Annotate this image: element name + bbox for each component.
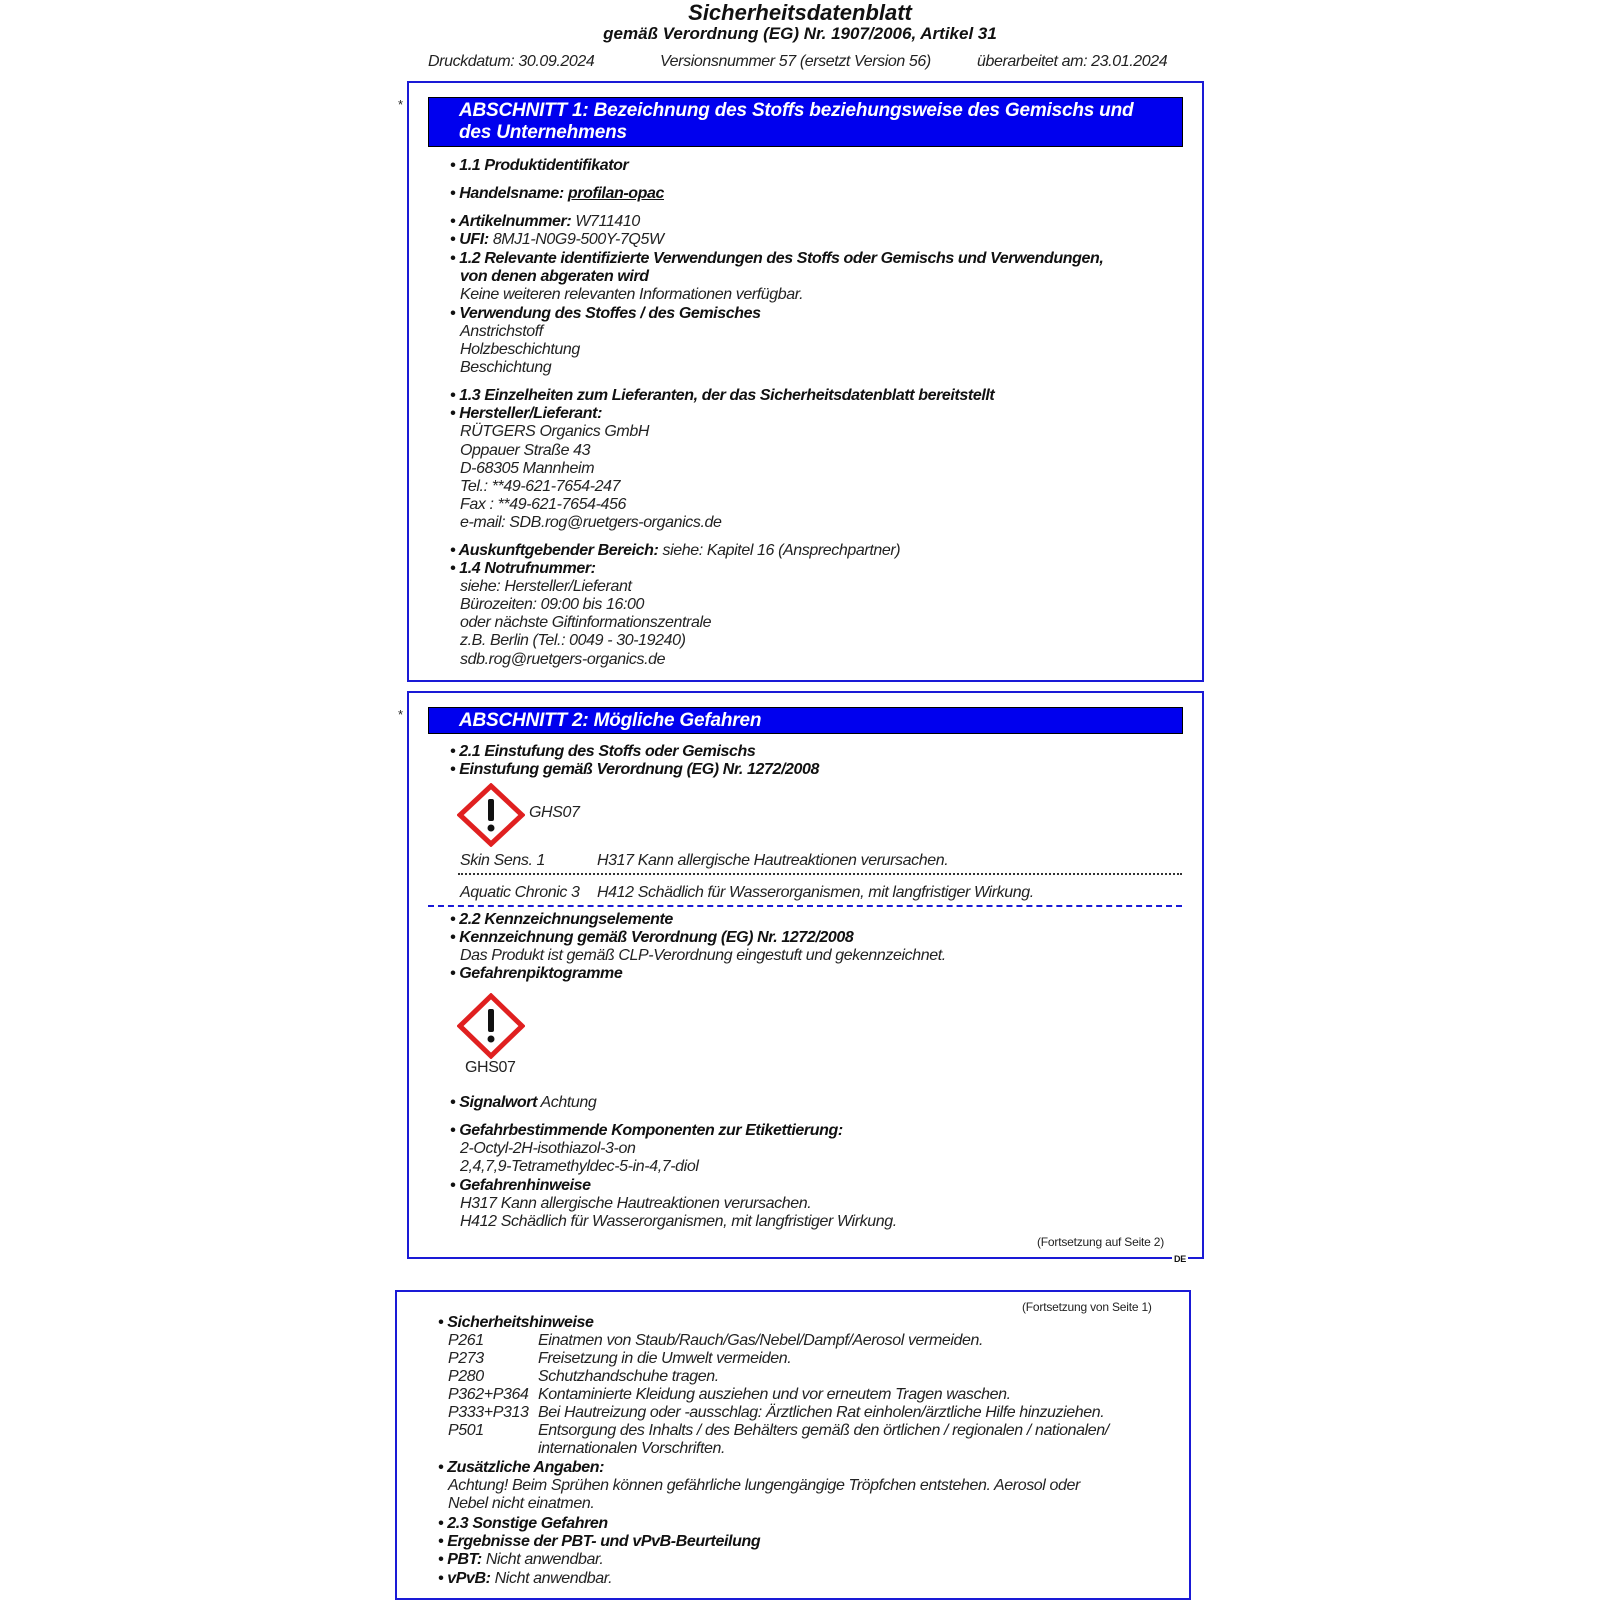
continued-from-note: (Fortsetzung von Seite 1)	[1022, 1300, 1152, 1314]
manufacturer-line: Oppauer Straße 43	[460, 442, 591, 459]
components-label: • Gefahrbestimmende Komponenten zur Etikettierung:	[450, 1122, 843, 1139]
document-subtitle: gemäß Verordnung (EG) Nr. 1907/2006, Artikel 31	[603, 24, 997, 43]
signal-word: • Signalwort Achtung	[450, 1094, 597, 1111]
precaution-code: P273	[448, 1350, 484, 1367]
info-dept: • Auskunftgebender Bereich: siehe: Kapitel 16 (Ansprechpartner)	[450, 542, 901, 559]
pictogram-code: GHS07	[529, 804, 580, 821]
vpvb: • vPvB: Nicht anwendbar.	[438, 1570, 613, 1587]
use-label: • Verwendung des Stoffes / des Gemisches	[450, 305, 761, 322]
precaution-text: Freisetzung in die Umwelt vermeiden.	[538, 1350, 792, 1367]
other-hazards: • 2.3 Sonstige Gefahren	[438, 1515, 608, 1532]
section-1-header	[428, 97, 1183, 147]
pbt: • PBT: Nicht anwendbar.	[438, 1551, 604, 1568]
uses-info: Keine weiteren relevanten Informationen verfügbar.	[460, 286, 804, 303]
ghs07-exclamation-icon	[457, 783, 525, 847]
hazard-statements-label: • Gefahrenhinweise	[450, 1177, 591, 1194]
precaution-code: P261	[448, 1332, 484, 1349]
manufacturer-email: e-mail: SDB.rog@ruetgers-organics.de	[460, 514, 722, 531]
ghs07-exclamation-icon	[457, 993, 525, 1059]
uses-heading-cont: von denen abgeraten wird	[460, 268, 649, 285]
version: Versionsnummer 57 (ersetzt Version 56)	[660, 53, 931, 70]
additional-info-cont: Nebel nicht einatmen.	[448, 1495, 595, 1512]
precaution-code: P501	[448, 1422, 484, 1439]
section-2-header	[428, 707, 1183, 734]
dashed-divider	[428, 905, 1182, 907]
section-1-title-cont: des Unternehmens	[459, 122, 627, 143]
pbt-results: • Ergebnisse der PBT- und vPvB-Beurteilung	[438, 1533, 761, 1550]
revised-date: überarbeitet am: 23.01.2024	[977, 53, 1168, 70]
precaution-text-cont: internationalen Vorschriften.	[538, 1440, 726, 1457]
classification-reg: • Einstufung gemäß Verordnung (EG) Nr. 1272/2008	[450, 761, 820, 778]
precaution-text: Einatmen von Staub/Rauch/Gas/Nebel/Dampf/Aerosol vermeiden.	[538, 1332, 984, 1349]
hazard-class: Skin Sens. 1	[460, 852, 546, 869]
manufacturer-line: D-68305 Mannheim	[460, 460, 595, 477]
manufacturer-label: • Hersteller/Lieferant:	[450, 405, 603, 422]
country-code: DE	[1172, 1250, 1188, 1268]
additional-info: Achtung! Beim Sprühen können gefährliche lungengängige Tröpfchen entstehen. Aerosol oder	[448, 1477, 1080, 1494]
emergency-line: Bürozeiten: 09:00 bis 16:00	[460, 596, 645, 613]
precaution-text: Entsorgung des Inhalts / des Behälters gemäß den örtlichen / regionalen / nationalen/	[538, 1422, 1109, 1439]
hazard-statement: H317 Kann allergische Hautreaktionen verursachen.	[597, 852, 949, 869]
emergency-label: • 1.4 Notrufnummer:	[450, 560, 596, 577]
print-date: Druckdatum: 30.09.2024	[428, 53, 595, 70]
hazard-statement: H412 Schädlich für Wasserorganismen, mit langfristiger Wirkung.	[597, 884, 1034, 901]
precautions-label: • Sicherheitshinweise	[438, 1314, 594, 1331]
precaution-text: Kontaminierte Kleidung ausziehen und vor erneutem Tragen waschen.	[538, 1386, 1011, 1403]
emergency-line: z.B. Berlin (Tel.: 0049 - 30-19240)	[460, 632, 686, 649]
use-item: Holzbeschichtung	[460, 341, 580, 358]
label-info: Das Produkt ist gemäß CLP-Verordnung eingestuft und gekennzeichnet.	[460, 947, 946, 964]
emergency-line: oder nächste Giftinformationszentrale	[460, 614, 712, 631]
emergency-line: siehe: Hersteller/Lieferant	[460, 578, 632, 595]
label-elements: • 2.2 Kennzeichnungselemente	[450, 911, 673, 928]
hazard-statement: H317 Kann allergische Hautreaktionen verursachen.	[460, 1195, 812, 1212]
section-2-title: ABSCHNITT 2: Mögliche Gefahren	[459, 710, 762, 731]
change-marker: *	[398, 707, 404, 722]
manufacturer-phone: Tel.: **49-621-7654-247	[460, 478, 621, 495]
manufacturer-line: RÜTGERS Organics GmbH	[460, 423, 649, 440]
ufi: • UFI: 8MJ1-N0G9-500Y-7Q5W	[450, 231, 664, 248]
label-reg: • Kennzeichnung gemäß Verordnung (EG) Nr. 1272/2008	[450, 929, 854, 946]
precaution-code: P280	[448, 1368, 484, 1385]
hazard-statement: H412 Schädlich für Wasserorganismen, mit langfristiger Wirkung.	[460, 1213, 897, 1230]
change-marker: *	[398, 97, 404, 112]
component: 2-Octyl-2H-isothiazol-3-on	[460, 1140, 636, 1157]
continued-note: (Fortsetzung auf Seite 2)	[1037, 1235, 1165, 1249]
article-number: • Artikelnummer: W711410	[450, 213, 640, 230]
use-item: Beschichtung	[460, 359, 552, 376]
classification: • 2.1 Einstufung des Stoffs oder Gemischs	[450, 743, 756, 760]
hazard-class: Aquatic Chronic 3	[460, 884, 580, 901]
uses-heading: • 1.2 Relevante identifizierte Verwendungen des Stoffs oder Gemischs und Verwendungen,	[450, 250, 1104, 267]
component: 2,4,7,9-Tetramethyldec-5-in-4,7-diol	[460, 1158, 699, 1175]
precaution-text: Bei Hautreizung oder -ausschlag: Ärztlichen Rat einholen/ärztliche Hilfe hinzuziehen.	[538, 1404, 1105, 1421]
precaution-code: P333+P313	[448, 1404, 529, 1421]
use-item: Anstrichstoff	[460, 323, 543, 340]
pictogram-caption: GHS07	[465, 1059, 516, 1076]
precaution-code: P362+P364	[448, 1386, 529, 1403]
manufacturer-fax: Fax : **49-621-7654-456	[460, 496, 627, 513]
supplier-heading: • 1.3 Einzelheiten zum Lieferanten, der das Sicherheitsdatenblatt bereitstellt	[450, 387, 995, 404]
additional-label: • Zusätzliche Angaben:	[438, 1459, 605, 1476]
document-title: Sicherheitsdatenblatt	[688, 0, 912, 25]
precaution-text: Schutzhandschuhe tragen.	[538, 1368, 719, 1385]
product-identifier: • 1.1 Produktidentifikator	[450, 157, 629, 174]
pictograms-label: • Gefahrenpiktogramme	[450, 965, 623, 982]
trade-name: • Handelsname: profilan-opac	[450, 185, 665, 202]
section-1-title: ABSCHNITT 1: Bezeichnung des Stoffs beziehungsweise des Gemischs und	[459, 100, 1134, 121]
emergency-email: sdb.rog@ruetgers-organics.de	[460, 651, 666, 668]
dotted-divider	[458, 873, 1182, 875]
